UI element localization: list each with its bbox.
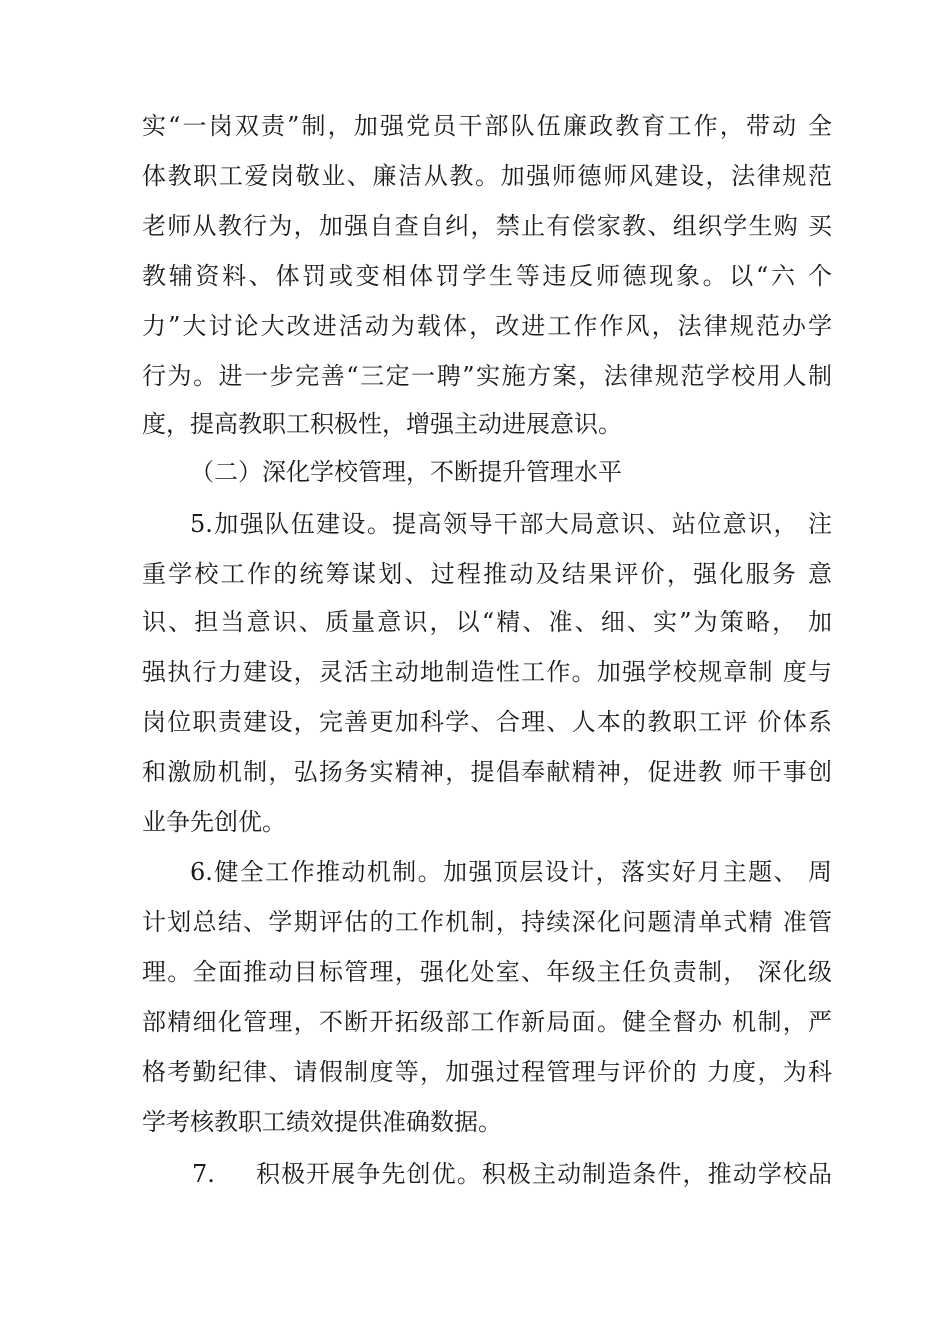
paragraph-line: 岗位职责建设，完善更加科学、合理、人本的教职工评 价体系	[142, 708, 832, 736]
paragraph-line: 老师从教行为，加强自查自纠，禁止有偿家教、组织学生购 买	[142, 212, 832, 240]
paragraph-line: 格考勤纪律、请假制度等，加强过程管理与评价的 力度，为科	[142, 1058, 832, 1086]
paragraph-line: 和激励机制，弘扬务实精神，提倡奉献精神，促进教 师干事创	[142, 758, 832, 786]
paragraph-line: 学考核教职工绩效提供准确数据。	[142, 1108, 502, 1136]
paragraph-line: 实“一岗双责”制，加强党员干部队伍廉政教育工作，带动 全	[142, 112, 832, 140]
paragraph-line: 重学校工作的统筹谋划、过程推动及结果评价，强化服务 意	[142, 560, 832, 588]
paragraph-line: 力”大讨论大改进活动为载体，改进工作作风，法律规范办学	[142, 312, 832, 340]
item-number: 7.	[192, 1160, 215, 1188]
paragraph-line: 理。全面推动目标管理，强化处室、年级主任负责制， 深化级	[142, 958, 832, 986]
paragraph-line: 5.加强队伍建设。提高领导干部大局意识、站位意识， 注	[190, 510, 832, 538]
paragraph-line: 业争先创优。	[142, 808, 286, 836]
paragraph-line: 行为。进一步完善“三定一聘”实施方案，法律规范学校用人制	[142, 362, 832, 390]
section-heading: （二）深化学校管理，不断提升管理水平	[190, 458, 622, 486]
paragraph-line: 积极开展争先创优。积极主动制造条件，推动学校品	[256, 1160, 832, 1188]
paragraph-line: 度，提高教职工积极性，增强主动进展意识。	[142, 410, 622, 438]
paragraph-line: 计划总结、学期评估的工作机制，持续深化问题清单式精 准管	[142, 908, 832, 936]
paragraph-line: 强执行力建设，灵活主动地制造性工作。加强学校规章制 度与	[142, 658, 832, 686]
paragraph-line: 部精细化管理，不断开拓级部工作新局面。健全督办 机制，严	[142, 1008, 832, 1036]
paragraph-line: 6.健全工作推动机制。加强顶层设计，落实好月主题、 周	[190, 858, 832, 886]
paragraph-line: 体教职工爱岗敬业、廉洁从教。加强师德师风建设，法律规范	[142, 162, 832, 190]
paragraph-line: 教辅资料、体罚或变相体罚学生等违反师德现象。以“六 个	[142, 262, 832, 290]
paragraph-line: 识、担当意识、质量意识，以“精、准、细、实”为策略， 加	[142, 608, 832, 636]
